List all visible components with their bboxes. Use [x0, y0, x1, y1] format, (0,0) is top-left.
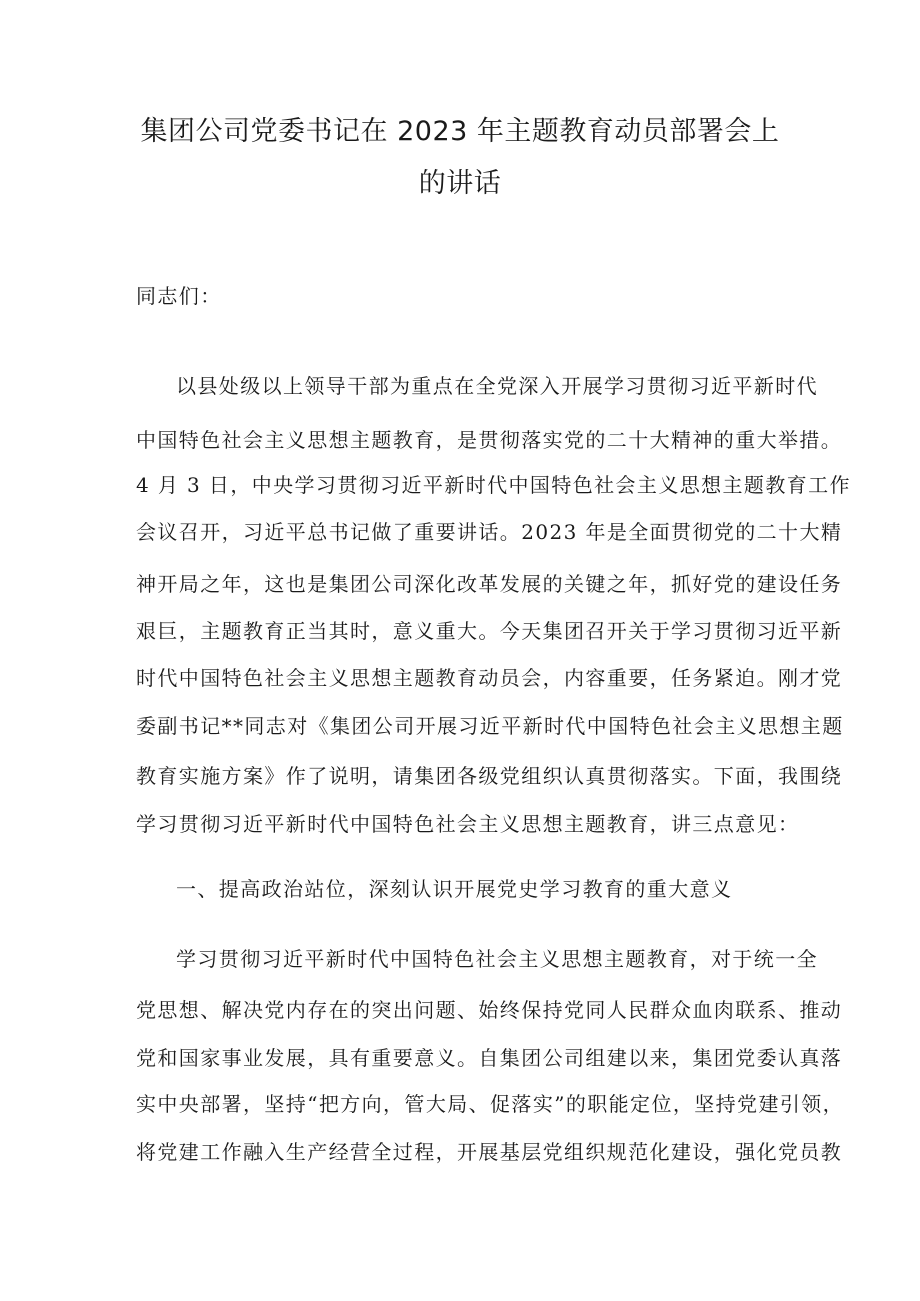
paragraph-1-line: 会议召开，习近平总书记做了重要讲话。2023 年是全面贯彻党的二十大精 [136, 520, 843, 544]
paragraph-1-line: 学习贯彻习近平新时代中国特色社会主义思想主题教育，讲三点意见： [136, 812, 800, 836]
paragraph-1-line: 教育实施方案》作了说明，请集团各级党组织认真贯彻落实。下面，我围绕 [136, 764, 843, 788]
paragraph-1-line: 神开局之年，这也是集团公司深化改革发展的关键之年，抓好党的建设任务 [136, 572, 843, 596]
paragraph-1-line: 时代中国特色社会主义思想主题教育动员会，内容重要，任务紧迫。刚才党 [136, 666, 843, 690]
document-title-line-2: 的讲话 [418, 168, 502, 199]
paragraph-1-line: 委副书记**同志对《集团公司开展习近平新时代中国特色社会主义思想主题 [136, 714, 844, 738]
section-heading-1: 一、提高政治站位，深刻认识开展党史学习教育的重大意义 [176, 877, 733, 901]
paragraph-2-line: 将党建工作融入生产经营全过程，开展基层党组织规范化建设，强化党员教 [136, 1140, 843, 1164]
paragraph-2-line: 党和国家事业发展，具有重要意义。自集团公司组建以来，集团党委认真落 [136, 1046, 843, 1070]
document-title-line-1: 集团公司党委书记在 2023 年主题教育动员部署会上 [140, 116, 780, 147]
paragraph-2-line: 党思想、解决党内存在的突出问题、始终保持党同人民群众血肉联系、推动 [136, 998, 843, 1022]
paragraph-1-line: 以县处级以上领导干部为重点在全党深入开展学习贯彻习近平新时代 [176, 374, 818, 398]
paragraph-1-line: 4 月 3 日，中央学习贯彻习近平新时代中国特色社会主义思想主题教育工作 [136, 473, 851, 497]
paragraph-1-line: 艰巨，主题教育正当其时，意义重大。今天集团召开关于学习贯彻习近平新 [136, 619, 843, 643]
salutation: 同志们： [136, 284, 222, 308]
paragraph-2-line: 学习贯彻习近平新时代中国特色社会主义思想主题教育，对于统一全 [176, 947, 818, 971]
paragraph-1-line: 中国特色社会主义思想主题教育，是贯彻落实党的二十大精神的重大举措。 [136, 428, 843, 452]
paragraph-2-line: 实中央部署，坚持“把方向，管大局、促落实”的职能定位，坚持党建引领， [136, 1092, 845, 1116]
